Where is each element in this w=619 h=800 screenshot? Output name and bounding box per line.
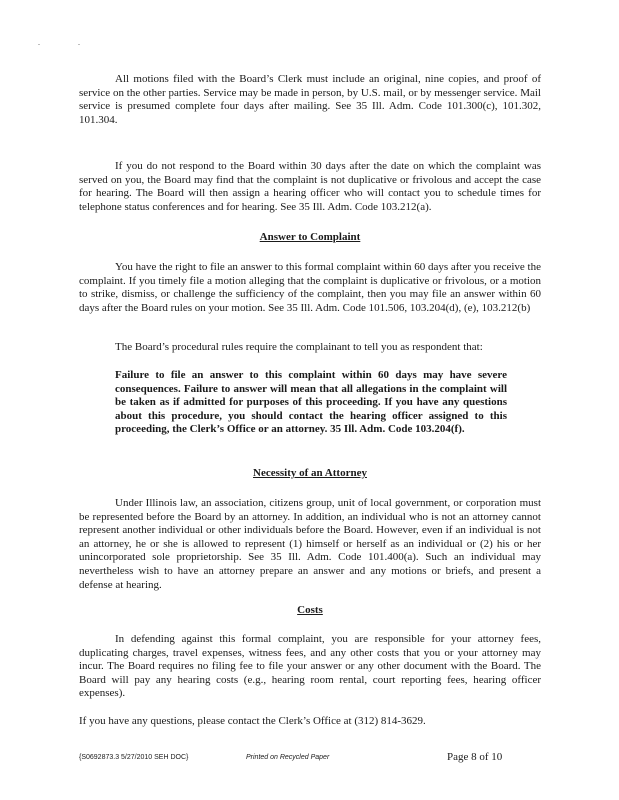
paragraph-attorney: Under Illinois law, an association, citizens group, unit of local government, or corporation must be represented before the Board by an attorney. In addition, an individual who is not an attorney cannot represent another individual or other individuals before the Board. However, even if an individual is not an attorney, he or she is allowed to represent (1) himself or herself as an individual or (2) his or her unincorporated sole proprietorship. See 35 Ill. Adm. Code 101.400(a). Such an individual may nevertheless wish to have an attorney prepare an answer and any motions or briefs, and present a defense at hearing. xyxy=(79,497,541,591)
notice-failure-to-answer: Failure to file an answer to this complaint within 60 days may have severe consequences. Failure to answer will mean that all allegations in the complaint will be taken as if admitted for purposes of this proceeding. If you have any questions about this procedure, you should contact the hearing officer assigned to this proceeding, the Clerk’s Office or an attorney. 35 Ill. Adm. Code 103.204(f). xyxy=(115,369,507,436)
paragraph-motions: All motions filed with the Board’s Clerk must include an original, nine copies, and proof of service on the other parties. Service may be made in person, by U.S. mail, or by messenger service. Mail service is presumed complete four days after mailing. See 35 Ill. Adm. Code 101.300(c), 101.302, 101.304. xyxy=(79,73,541,126)
heading-costs: Costs xyxy=(297,604,323,616)
footer-page-number: Page 8 of 10 xyxy=(447,751,503,763)
footer-doc-id: {S0692873.3 5/27/2010 SEH DOC} xyxy=(79,754,189,761)
paragraph-procedural-rules: The Board’s procedural rules require the complainant to tell you as respondent that: xyxy=(115,341,483,353)
heading-answer-to-complaint: Answer to Complaint xyxy=(259,231,361,243)
paragraph-contact: If you have any questions, please contact the Clerk’s Office at (312) 814-3629. xyxy=(79,715,426,727)
footer-recycled-paper: Printed on Recycled Paper xyxy=(246,754,330,761)
heading-necessity-of-attorney: Necessity of an Attorney xyxy=(253,467,367,479)
paragraph-respond: If you do not respond to the Board within 30 days after the date on which the complaint was served on you, the Board may find that the complaint is not duplicative or frivolous and accept the case for hearing. The Board will then assign a hearing officer who will contact you to schedule times for telephone status conferences and for hearing. See 35 Ill. Adm. Code 103.212(a). xyxy=(79,160,541,213)
paragraph-costs: In defending against this formal complaint, you are responsible for your attorney fees, duplicating charges, travel expenses, witness fees, and any other costs that you or your attorney may incur. The Board requires no filing fee to file your answer or any other document with the Board. The Board will pay any hearing costs (e.g., hearing room rental, court reporting fees, hearing officer expenses). xyxy=(79,633,541,700)
scan-marks: . . xyxy=(38,38,98,47)
paragraph-answer-right: You have the right to file an answer to this formal complaint within 60 days after you receive the complaint. If you timely file a motion alleging that the complaint is duplicative or frivolous, or a motion to strike, dismiss, or challenge the sufficiency of the complaint, then you may file an answer within 60 days after the Board rules on your motion. See 35 Ill. Adm. Code 101.506, 103.204(d), (e), 103.212(b) xyxy=(79,261,541,314)
